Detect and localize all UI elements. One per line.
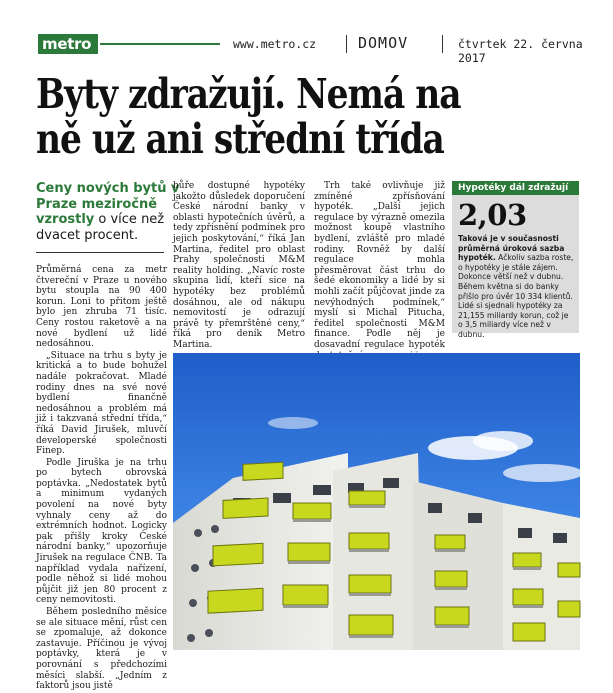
article-column-2 <box>173 181 305 352</box>
article-lead <box>36 181 186 243</box>
paragraph: Během posledního měsíce se ale situace mění, růst cen se zpomaluje, až dokonce zastavuje. Příčinou je vývoj poptávky, která je v porovnání s předchozími měsíci slabší. „Jedním z faktorů jsou jistě <box>36 607 167 692</box>
header-rule <box>100 43 220 45</box>
sidebar-number: 2,03 <box>458 198 527 232</box>
lead-divider <box>36 252 164 253</box>
metro-logo[interactable]: metro <box>38 34 98 54</box>
lead-text: o více než dvacet procent. <box>36 212 165 243</box>
issue-date: čtvrtek 22. června 2017 <box>458 37 583 65</box>
article-column-1 <box>36 265 167 693</box>
article-column-3 <box>314 181 445 362</box>
lead-highlight: Ceny nových bytů v Praze meziročně vzrostly <box>36 181 180 227</box>
headline <box>36 72 582 162</box>
globe-icon <box>43 59 54 70</box>
section-label: DOMOV <box>358 34 409 52</box>
paragraph: Trh také ovlivňuje již zmíněné zpřísňování hypoték. „Další jejich regulace by výrazně omezila možnost koupě vlastního bydlení, zvláště pro mladé rodiny. Rovněž by další regulace mohla přesměrovat část trhu do šedé ekonomiky a lidé by si mohli začít půjčovat jinde za nevýhodných podmínek,“ myslí si Michal Pitucha, ředitel společnosti M&M finance. Podle něj je dosavadní regulace hypoték <box>314 181 445 361</box>
headline-line-2: ně už ani střední třída <box>36 115 444 163</box>
headline-line-1: Byty zdražují. Nemá na <box>36 70 461 118</box>
masthead <box>38 34 583 65</box>
apartment-building-photo <box>173 353 580 650</box>
paragraph: hůře dostupné hypotéky jakožto důsledek doporučení České národní banky v oblasti hypotečních úvěrů, a tedy zpřísnění podmínek pro jejich poskytování,“ říká Jan Martina, ředitel pro oblast Prahy společnosti M&M reality holding. „Navíc roste skupina lidí, kteří sice na hypotéky bez problémů dosáhnou, ale od nákupu nemovitostí je odrazují právě ty přemrštěné ceny,“ říká pro deník Metro Martina. <box>173 181 305 350</box>
header-divider <box>346 35 347 53</box>
sidebar-box <box>452 181 579 339</box>
website-url[interactable]: www.metro.cz <box>233 37 317 51</box>
paragraph: „Situace na trhu s byty je kritická a to bude bohužel nadále pokračovat. Mladé rodiny dnes na své nové bydlení finančně nedosáhnou a problém má již i takzvaná střední třída,“ říká David Jirušek, mluvčí developerské společnosti Finep. <box>36 350 167 457</box>
paragraph: Podle Jiruška je na trhu po bytech obrovská poptávka. „Nedostatek bytů a minimum vydaných povolení na nové byty vyhnaly ceny až do extrémních hodnot. Logicky pak přišly kroky České národní banky,“ upozorňuje Jirušek na regulace ČNB. Ta například vydala nařízení, podle něhož si lidé mohou půjčit již jen 80 procent z ceny nemovitosti. <box>36 457 167 606</box>
sidebar-text: Taková je v současnosti průměrná úroková sazba hypoték. Ačkoliv sazba roste, o hypotéky je stále zájem. Dokonce větší než v dubnu. Během května si do banky přišlo pro úvěr 10 334 klientů. Lidé si sjednali hypotéky za 21,155 miliardy korun, což je o 3,5 miliardy více než v dubnu. <box>458 234 574 339</box>
paragraph: Průměrná cena za metr čtvereční v Praze u nového bytu stoupla na 90 400 korun. Loni to přitom ještě bylo jen zhruba 71 tisíc. Ceny rostou raketově a na nové bydlení už lidé nedosáhnou. <box>36 265 167 350</box>
sidebar-title: Hypotéky dál zdražují <box>452 181 579 195</box>
header-divider <box>442 35 443 53</box>
